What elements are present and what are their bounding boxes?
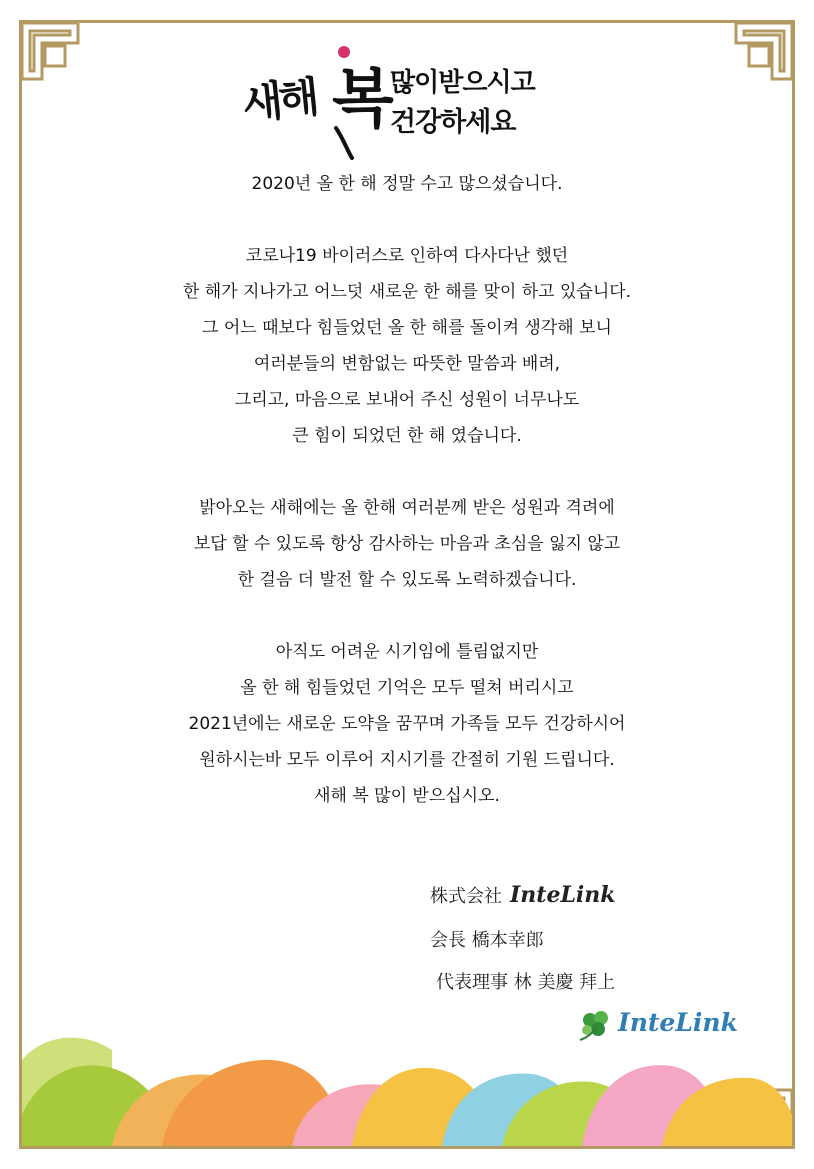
letter-line: 밝아오는 새해에는 올 한해 여러분께 받은 성원과 격려에 — [199, 498, 615, 518]
corner-ornament-top-right — [733, 20, 795, 82]
letter-line: 아직도 어려운 시기임에 틀림없지만 — [275, 642, 539, 662]
letter-line: 2020년 올 한 해 정말 수고 많으셨습니다. — [251, 174, 563, 194]
letter-line: 새해 복 많이 받으십시오. — [314, 786, 500, 806]
letter-line: 한 걸음 더 발전 할 수 있도록 노력하겠습니다. — [237, 570, 577, 590]
signature-chairman: 会長 橋本幸郎 — [430, 930, 544, 951]
headline-word-new-year: 새해 — [239, 72, 318, 129]
letter-line: 올 한 해 힘들었던 기억은 모두 떨쳐 버리시고 — [240, 678, 574, 698]
letter-line: 여러분들의 변함없는 따뜻한 말씀과 배려, — [253, 354, 561, 374]
letter-line: 큰 힘이 되었던 한 해 였습니다. — [292, 426, 522, 446]
signature-company — [430, 882, 616, 908]
decorative-hills — [22, 1030, 792, 1146]
corner-ornament-top-left — [19, 20, 81, 82]
new-year-calligraphy-headline — [240, 40, 580, 160]
letter-line: 원하시는바 모두 이루어 지시기를 간절히 기원 드립니다. — [199, 750, 615, 770]
signature-representative: 代表理事 林 美慶 拜上 — [436, 972, 616, 993]
headline-word-fortune: 복 — [332, 62, 394, 137]
paragraph-gap — [60, 598, 754, 634]
headline-line-receive: 많이받으시고 — [390, 68, 535, 98]
company-label: 株式会社 — [430, 886, 502, 907]
letter-body — [60, 166, 754, 814]
paragraph-gap — [60, 454, 754, 490]
letter-line: 그 어느 때보다 힘들었던 올 한 해를 돌이켜 생각해 보니 — [202, 318, 612, 338]
logo-text: InteLink — [618, 1008, 738, 1037]
letter-line: 2021년에는 새로운 도약을 꿈꾸며 가족들 모두 건강하시어 — [188, 714, 626, 734]
paragraph-gap — [60, 202, 754, 238]
letter-line: 그리고, 마음으로 보내어 주신 성원이 너무나도 — [234, 390, 580, 410]
headline-line-health: 건강하세요 — [390, 107, 516, 138]
letter-line: 코로나19 바이러스로 인하여 다사다난 했던 — [245, 246, 569, 266]
company-name: InteLink — [510, 882, 616, 908]
letter-line: 한 해가 지나가고 어느덧 새로운 한 해를 맞이 하고 있습니다. — [182, 282, 632, 302]
letter-line: 보답 할 수 있도록 항상 감사하는 마음과 초심을 잃지 않고 — [193, 534, 621, 554]
